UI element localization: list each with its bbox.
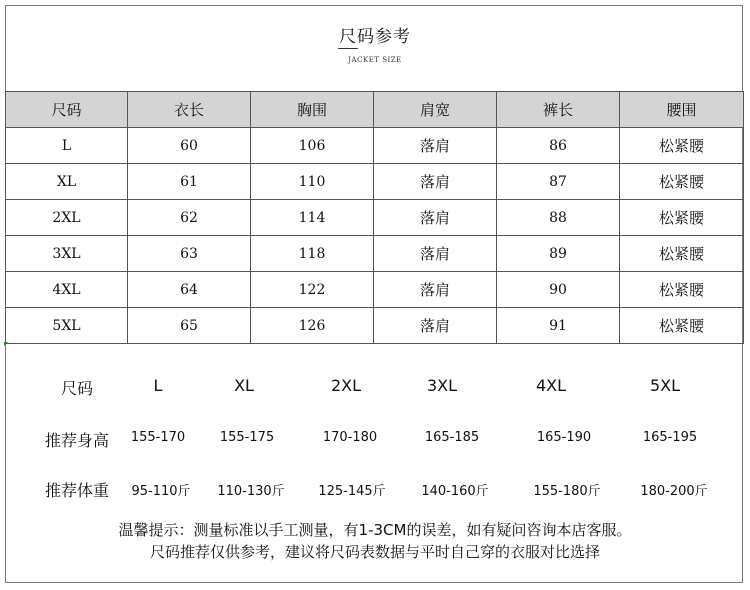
recommend-weight: 140-160斤: [421, 484, 489, 499]
table-cell: 87: [497, 164, 620, 200]
height-label: 推荐身高: [44, 431, 110, 450]
note-line-2: 尺码推荐仅供参考，建议将尺码表数据与平时自己穿的衣服对比选择: [149, 543, 600, 561]
weight-label: 推荐体重: [44, 481, 110, 500]
table-cell: 91: [497, 308, 620, 344]
column-header: 胸围: [251, 92, 374, 128]
recommend-size: L: [153, 376, 163, 395]
table-cell: 落肩: [374, 200, 497, 236]
column-header: 裤长: [497, 92, 620, 128]
table-cell: 110: [251, 164, 374, 200]
note-line-1: 温馨提示：测量标准以手工测量，有1-3CM的误差，如有疑问咨询本店客服。: [118, 521, 632, 539]
table-row: [6, 308, 744, 344]
table-cell: 122: [251, 272, 374, 308]
table-cell: 3XL: [6, 236, 128, 272]
recommend-weight: 155-180斤: [533, 484, 601, 499]
table-cell: 63: [128, 236, 251, 272]
recommend-height: 170-180: [322, 430, 378, 445]
table-cell: 60: [128, 128, 251, 164]
table-cell: 落肩: [374, 236, 497, 272]
column-header: 尺码: [6, 92, 128, 128]
table-cell: 4XL: [6, 272, 128, 308]
table-cell: 114: [251, 200, 374, 236]
table-row: [6, 164, 744, 200]
table-row: [6, 272, 744, 308]
table-cell: 64: [128, 272, 251, 308]
recommend-weight: 110-130斤: [217, 484, 285, 499]
column-header: 衣长: [128, 92, 251, 128]
table-row: [6, 236, 744, 272]
corner-mark: [4, 342, 8, 346]
table-cell: 松紧腰: [620, 164, 744, 200]
recommend-weight: 95-110斤: [131, 484, 191, 499]
table-cell: L: [6, 128, 128, 164]
table-cell: XL: [6, 164, 128, 200]
column-header: 腰围: [620, 92, 744, 128]
table-cell: 61: [128, 164, 251, 200]
table-cell: 松紧腰: [620, 128, 744, 164]
recommend-height: 155-175: [219, 430, 275, 445]
recommend-weight-row: [0, 478, 750, 502]
table-cell: 106: [251, 128, 374, 164]
table-cell: 65: [128, 308, 251, 344]
recommend-height: 165-185: [424, 430, 480, 445]
size-label: 尺码: [60, 379, 94, 398]
table-cell: 118: [251, 236, 374, 272]
recommend-height-row: [0, 428, 750, 452]
table-cell: 90: [497, 272, 620, 308]
size-table: [5, 91, 744, 344]
page-title: 尺码参考: [339, 27, 411, 47]
table-cell: 松紧腰: [620, 308, 744, 344]
recommend-height: 155-170: [130, 430, 186, 445]
recommend-weight: 180-200斤: [640, 484, 708, 499]
recommend-size-row: [0, 376, 750, 400]
table-cell: 松紧腰: [620, 200, 744, 236]
table-cell: 松紧腰: [620, 272, 744, 308]
table-cell: 松紧腰: [620, 236, 744, 272]
title-divider: [338, 48, 358, 49]
column-header: 肩宽: [374, 92, 497, 128]
table-cell: 落肩: [374, 164, 497, 200]
table-cell: 落肩: [374, 272, 497, 308]
recommend-height: 165-195: [642, 430, 698, 445]
table-cell: 62: [128, 200, 251, 236]
recommend-size: 4XL: [535, 376, 567, 395]
table-row: [6, 128, 744, 164]
recommend-size: 5XL: [649, 376, 681, 395]
table-cell: 126: [251, 308, 374, 344]
table-cell: 5XL: [6, 308, 128, 344]
table-header-row: [6, 92, 744, 128]
table-row: [6, 200, 744, 236]
table-cell: 落肩: [374, 308, 497, 344]
recommend-height: 165-190: [536, 430, 592, 445]
recommend-size: 3XL: [426, 376, 458, 395]
recommend-weight: 125-145斤: [318, 484, 386, 499]
table-cell: 89: [497, 236, 620, 272]
recommend-size: 2XL: [330, 376, 362, 395]
table-cell: 86: [497, 128, 620, 164]
recommend-size: XL: [234, 376, 254, 395]
table-cell: 2XL: [6, 200, 128, 236]
page-subtitle: JACKET SIZE: [348, 56, 402, 64]
table-cell: 落肩: [374, 128, 497, 164]
table-cell: 88: [497, 200, 620, 236]
